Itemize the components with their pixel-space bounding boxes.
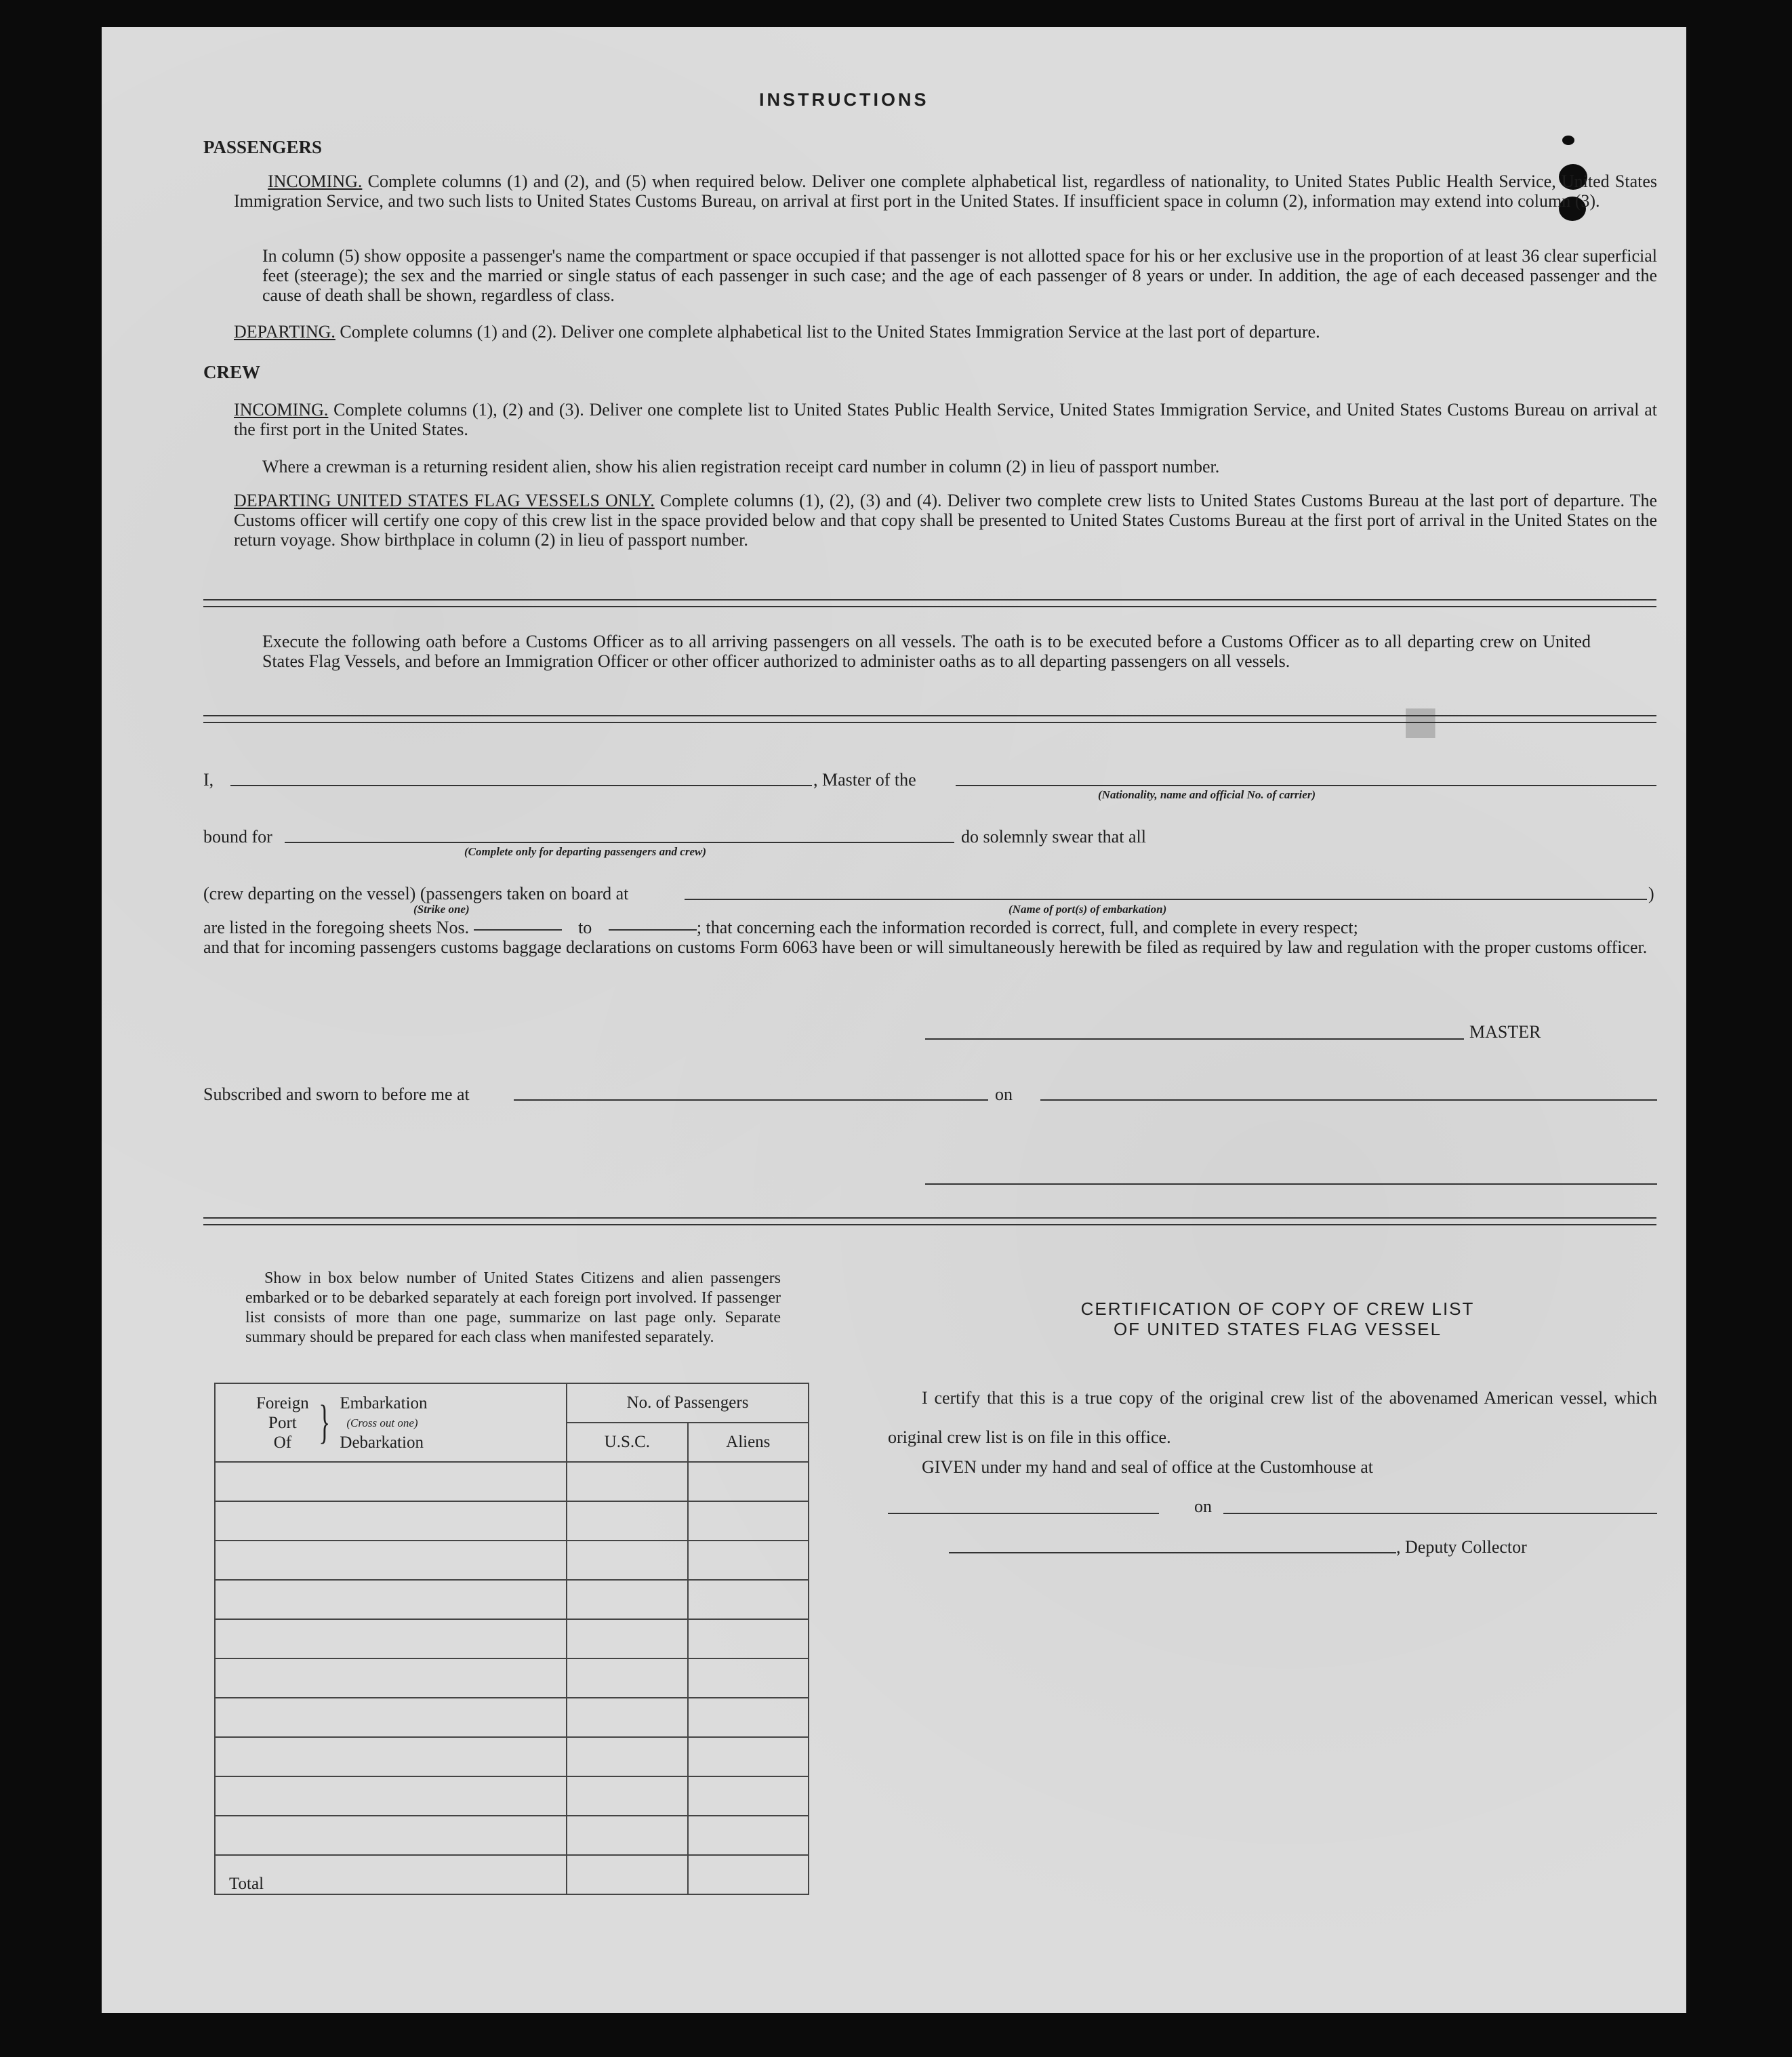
subscribed-label: Subscribed and sworn to before me at: [203, 1084, 470, 1104]
port-cell[interactable]: [215, 1698, 567, 1737]
table-row: [215, 1580, 809, 1619]
deputy-signature-field[interactable]: [949, 1552, 1396, 1553]
incoming-text: Complete columns (1) and (2), and (5) when required below. Deliver one complete alphabetical list, regardless of nationality, to United States Public Health Service, United States Immigration Service, and two such lists to United States Customs Bureau, on arrival at first port in the United States. If insufficient space in column (2), information may extend into column (3).: [234, 171, 1657, 211]
crew-resident-paragraph: Where a crewman is a returning resident alien, show his alien registration receipt card number in column (2) in lieu of passport number.: [262, 457, 1220, 476]
table-row: [215, 1816, 809, 1855]
flag-vessels-text: Complete columns (1), (2), (3) and (4). Deliver two complete crew lists to United States Customs Bureau at the last port of departure. The Customs officer will certify one copy of this crew list in the space provided below and that copy shall be presented to United States Customs Bureau at the first port of arrival in the United States on the return voyage. Show birthplace in column (2) in lieu of passport number.: [234, 491, 1657, 550]
instructions-title: INSTRUCTIONS: [759, 89, 929, 110]
passengers-departing-paragraph: [234, 322, 1657, 342]
listed-suffix: ; that concerning each the information recorded is correct, full, and complete in every respect;: [696, 918, 1358, 937]
port-header: [215, 1383, 567, 1462]
usc-cell[interactable]: [567, 1698, 687, 1737]
strike-one-note: (Strike one): [413, 903, 470, 916]
deputy-label: , Deputy Collector: [1396, 1537, 1527, 1557]
usc-cell[interactable]: [567, 1501, 687, 1541]
crew-incoming-label: INCOMING.: [234, 400, 329, 420]
certification-title: [939, 1299, 1616, 1339]
debarkation-label: Debarkation: [340, 1433, 424, 1452]
crew-passengers-label: (crew departing on the vessel) (passengers taken on board at: [203, 884, 629, 903]
master-label: MASTER: [1469, 1022, 1541, 1042]
aliens-cell[interactable]: [688, 1776, 809, 1816]
section-divider: [203, 1217, 1656, 1225]
officer-signature-field[interactable]: [925, 1183, 1657, 1185]
oath-i-label: I,: [203, 770, 214, 790]
swear-label: do solemnly swear that all: [961, 827, 1146, 847]
section-divider: [203, 715, 1656, 723]
crew-incoming-text: Complete columns (1), (2) and (3). Deliver one complete list to United States Public Health Service, United States Immigration Service, and United States Customs Bureau on arrival at the first port in the United States.: [234, 400, 1657, 439]
document-page: [102, 27, 1686, 2013]
port-cell[interactable]: [215, 1462, 567, 1501]
port-note: (Name of port(s) of embarkation): [1009, 903, 1167, 916]
listed-to: to: [578, 918, 592, 937]
total-aliens-cell[interactable]: [688, 1855, 809, 1894]
num-passengers-header: No. of Passengers: [567, 1383, 809, 1423]
certification-title-line2: OF UNITED STATES FLAG VESSEL: [1113, 1319, 1442, 1339]
aliens-cell[interactable]: [688, 1619, 809, 1658]
usc-cell[interactable]: [567, 1658, 687, 1698]
aliens-cell[interactable]: [688, 1580, 809, 1619]
flag-vessels-paragraph: [234, 491, 1657, 550]
port-label: Port: [268, 1413, 297, 1432]
aliens-cell[interactable]: [688, 1737, 809, 1776]
port-cell[interactable]: [215, 1501, 567, 1541]
table-row: [215, 1737, 809, 1776]
crew-incoming-paragraph: [234, 400, 1657, 439]
passenger-summary-table: [214, 1383, 809, 1895]
passengers-heading: PASSENGERS: [203, 137, 323, 157]
aliens-cell[interactable]: [688, 1698, 809, 1737]
aliens-header: Aliens: [688, 1423, 809, 1462]
punch-mark: [1562, 136, 1574, 145]
aliens-cell[interactable]: [688, 1541, 809, 1580]
port-cell[interactable]: [215, 1658, 567, 1698]
passengers-incoming-paragraph: [234, 171, 1657, 211]
certify-text: I certify that this is a true copy of the original crew list of the abovenamed American vessel, which original crew list is on file in this office.: [888, 1388, 1657, 1447]
port-cell[interactable]: [215, 1619, 567, 1658]
sworn-on-label: on: [995, 1084, 1013, 1104]
brace-icon: }: [319, 1396, 330, 1448]
sworn-date-field[interactable]: [1040, 1099, 1657, 1101]
usc-cell[interactable]: [567, 1619, 687, 1658]
aliens-cell[interactable]: [688, 1658, 809, 1698]
sworn-place-field[interactable]: [514, 1099, 988, 1101]
bound-for-field[interactable]: [285, 842, 954, 843]
departing-label: DEPARTING.: [234, 322, 335, 342]
cert-date-field[interactable]: [1223, 1513, 1657, 1514]
crew-heading: CREW: [203, 362, 261, 382]
incoming-label: INCOMING.: [268, 171, 363, 191]
customhouse-field[interactable]: [888, 1513, 1159, 1514]
column5-paragraph: In column (5) show opposite a passenger's name the compartment or space occupied if that passenger is not allotted space for his or her exclusive use in the proportion of at least 36 clear superficial feet (steerage); the sex and the married or single status of each passenger in such case; and the age of each passenger of 8 years or under. In addition, the age of each deceased passenger and the cause of death shall be shown, regardless of class.: [262, 246, 1657, 305]
sheet-from-field[interactable]: [474, 929, 562, 931]
bleed-through-stamp: ■: [1389, 705, 1457, 742]
table-row: [215, 1658, 809, 1698]
port-cell[interactable]: [215, 1580, 567, 1619]
listed-line: [203, 918, 1657, 937]
table-row: [215, 1698, 809, 1737]
port-cell[interactable]: [215, 1776, 567, 1816]
certification-title-line1: CERTIFICATION OF COPY OF CREW LIST: [1080, 1299, 1475, 1319]
oath-intro: Execute the following oath before a Customs Officer as to all arriving passengers on all vessels. The oath is to be executed before a Customs Officer as to all departing crew on United States Flag Vessels, and before an Immigration Officer or other officer authorized to administer oaths as to all departing passengers on all vessels.: [262, 632, 1591, 671]
total-usc-cell[interactable]: [567, 1855, 687, 1894]
usc-cell[interactable]: [567, 1462, 687, 1501]
close-paren: ): [1648, 884, 1654, 903]
cross-out-note: (Cross out one): [346, 1416, 418, 1429]
cert-on-label: on: [1194, 1496, 1212, 1516]
bound-for-note: (Complete only for departing passengers and crew): [464, 845, 706, 858]
usc-cell[interactable]: [567, 1737, 687, 1776]
section-divider: [203, 599, 1656, 607]
aliens-cell[interactable]: [688, 1816, 809, 1855]
aliens-cell[interactable]: [688, 1462, 809, 1501]
flag-vessels-label: DEPARTING UNITED STATES FLAG VESSELS ONLY.: [234, 491, 655, 510]
aliens-cell[interactable]: [688, 1501, 809, 1541]
listed-rest: and that for incoming passengers customs baggage declarations on customs Form 6063 have been or will simultaneously herewith be filed as required by law and regulation with the proper customs officer.: [203, 937, 1648, 957]
usc-cell[interactable]: [567, 1580, 687, 1619]
departing-text: Complete columns (1) and (2). Deliver one complete alphabetical list to the United States Immigration Service at the last port of departure.: [340, 322, 1320, 342]
embarkation-label: Embarkation: [340, 1393, 428, 1412]
given-text: GIVEN under my hand and seal of office at the Customhouse at: [922, 1457, 1373, 1477]
usc-cell[interactable]: [567, 1541, 687, 1580]
master-of-label: , Master of the: [813, 770, 916, 790]
table-row: [215, 1541, 809, 1580]
usc-header: U.S.C.: [567, 1423, 687, 1462]
table-row: [215, 1619, 809, 1658]
bound-for-label: bound for: [203, 827, 272, 847]
carrier-field[interactable]: [956, 785, 1656, 786]
table-row: [215, 1776, 809, 1816]
table-row: [215, 1501, 809, 1541]
port-cell[interactable]: [215, 1737, 567, 1776]
listed-prefix: are listed in the foregoing sheets Nos.: [203, 918, 470, 937]
port-cell[interactable]: [215, 1816, 567, 1855]
master-signature-field[interactable]: [925, 1038, 1464, 1040]
foreign-label: Foreign: [256, 1393, 309, 1412]
of-label: Of: [273, 1433, 292, 1452]
table-row: [215, 1462, 809, 1501]
total-label: Total: [215, 1855, 567, 1894]
port-cell[interactable]: [215, 1541, 567, 1580]
usc-cell[interactable]: [567, 1816, 687, 1855]
master-name-field[interactable]: [230, 785, 812, 786]
sheet-to-field[interactable]: [609, 929, 697, 931]
carrier-note: (Nationality, name and official No. of carrier): [1098, 788, 1316, 801]
embarkation-port-field[interactable]: [685, 899, 1647, 900]
total-row: [215, 1855, 809, 1894]
summary-instruction: Show in box below number of United States Citizens and alien passengers embarked or to be debarked separately at each foreign port involved. If passenger list consists of more than one page, summarize on last page only. Separate summary should be prepared for each class when manifested separately.: [245, 1269, 781, 1346]
usc-cell[interactable]: [567, 1776, 687, 1816]
